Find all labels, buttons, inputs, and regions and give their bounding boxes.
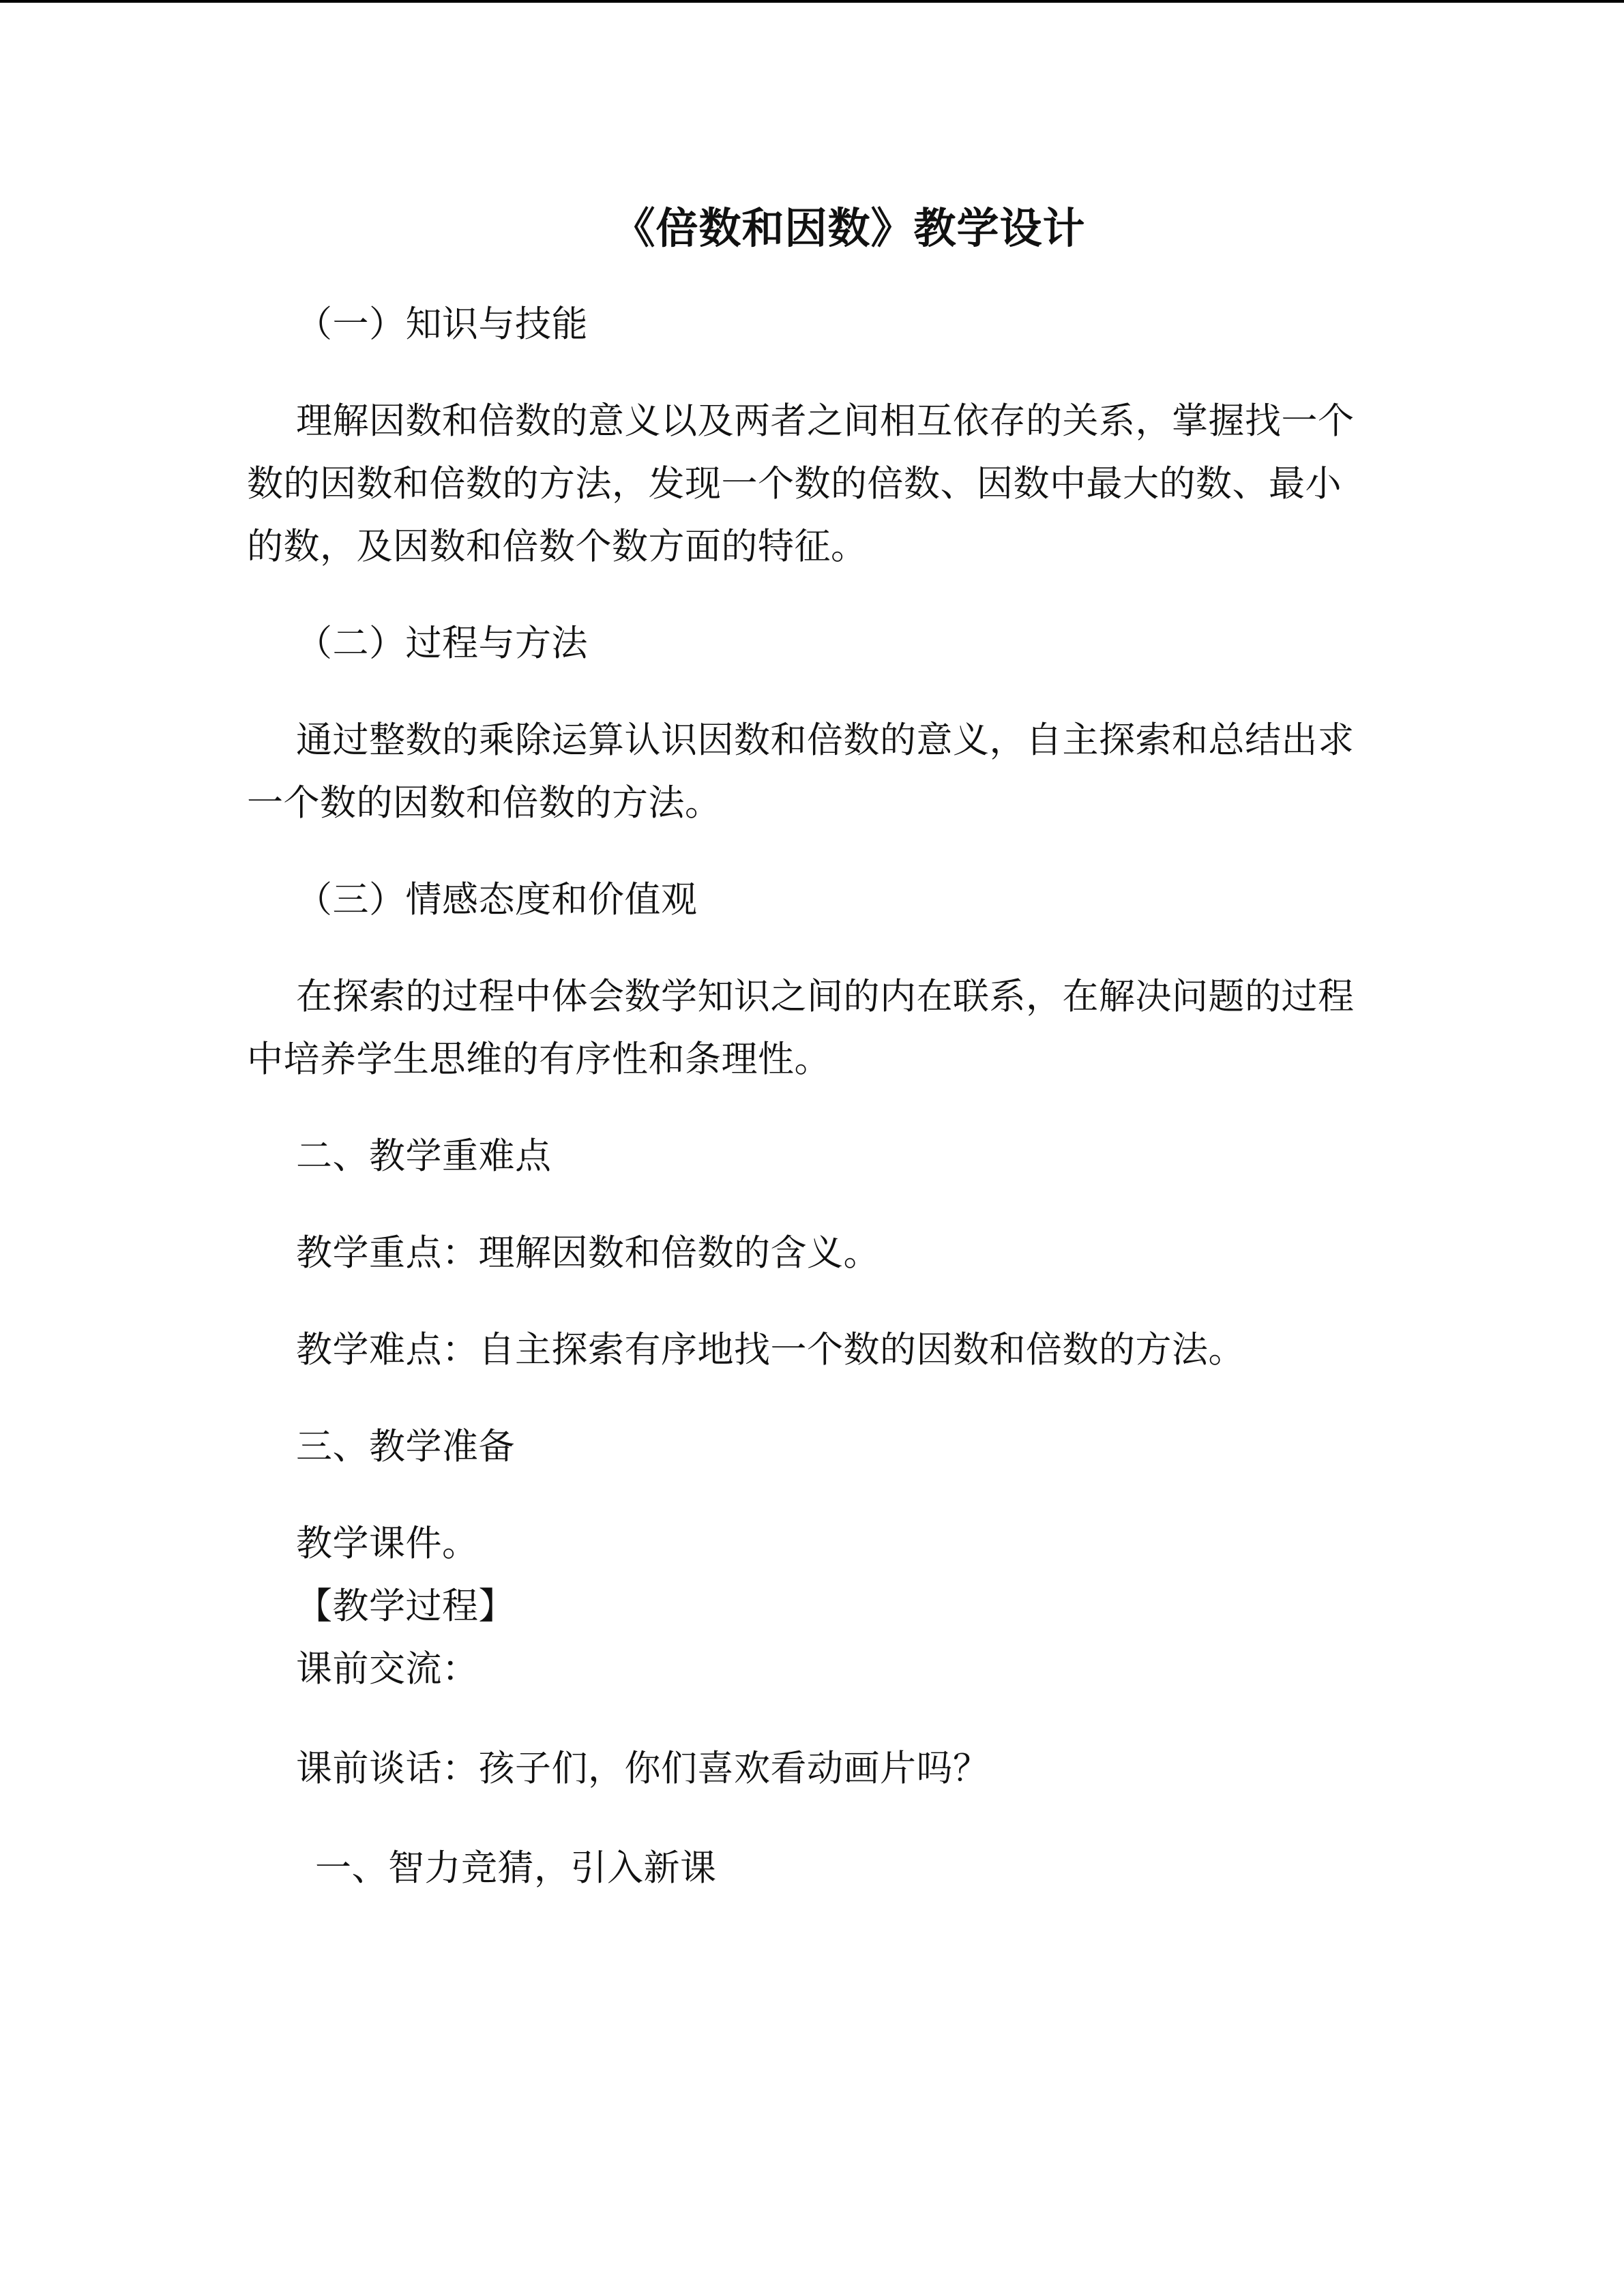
- preparation-text: 教学课件。: [296, 1523, 479, 1564]
- document-title: 《倍数和因数》教学设计: [612, 203, 1086, 253]
- pre-class-talk: 课前谈话：孩子们，你们喜欢看动画片吗？: [296, 1748, 990, 1789]
- paragraph-knowledge: 理解因数和倍数的意义以及两者之间相互依存的关系，掌握找一个数的因数和倍数的方法，发现一个数的倍数、因数中最大的数、最小的数，及因数和倍数个数方面的特征。: [247, 400, 1355, 567]
- section-heading-attitude: （三）情感态度和价值观: [296, 879, 698, 921]
- paragraph-process: 通过整数的乘除运算认识因数和倍数的意义，自主探索和总结出求一个数的因数和倍数的方法。: [247, 719, 1355, 824]
- section-heading-one: 一、智力竞猜，引入新课: [315, 1847, 717, 1889]
- paragraph-attitude: 在探索的过程中体会数学知识之间的内在联系，在解决问题的过程中培养学生思维的有序性和条理性。: [247, 976, 1355, 1080]
- page-top-border: [0, 0, 1624, 3]
- difficult-point-text: 教学难点：自主探索有序地找一个数的因数和倍数的方法。: [296, 1329, 1245, 1371]
- section-heading-knowledge: （一）知识与技能: [296, 303, 588, 345]
- key-point-text: 教学重点：理解因数和倍数的含义。: [296, 1232, 880, 1274]
- teaching-process-label: 【教学过程】: [296, 1585, 515, 1627]
- section-heading-process: （二）过程与方法: [296, 623, 588, 664]
- pre-class-label: 课前交流：: [296, 1648, 479, 1690]
- section-heading-preparation: 三、教学准备: [296, 1426, 515, 1467]
- document-body: [247, 293, 1372, 1900]
- section-heading-key-points: 二、教学重难点: [296, 1135, 552, 1177]
